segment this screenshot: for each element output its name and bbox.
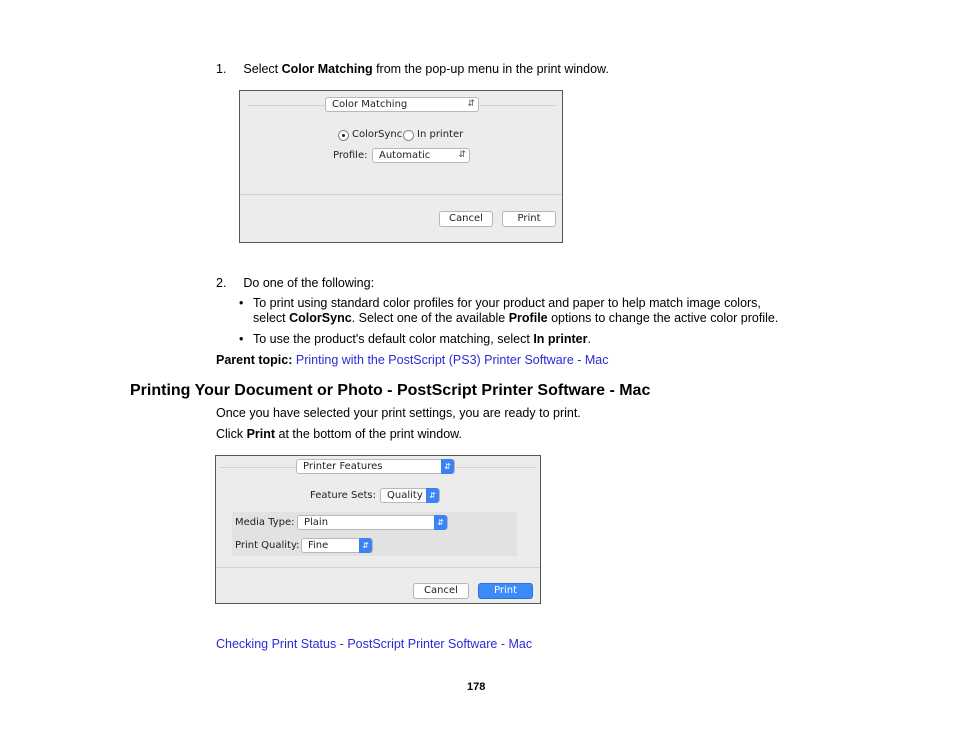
popup-value: Color Matching bbox=[332, 99, 408, 110]
feature-sets-label: Feature Sets: bbox=[310, 490, 376, 501]
bullet-marker: • bbox=[239, 296, 244, 310]
text: select bbox=[253, 311, 290, 325]
popup-value: Quality bbox=[387, 490, 423, 501]
bullet-1-line-2 bbox=[253, 311, 778, 325]
text-bold: ColorSync bbox=[289, 311, 352, 325]
popup-value: Plain bbox=[304, 517, 329, 528]
divider bbox=[248, 105, 326, 106]
colorsync-radio[interactable] bbox=[338, 130, 349, 141]
bullet-2 bbox=[253, 332, 591, 346]
print-quality-popup[interactable] bbox=[301, 538, 373, 553]
text: To use the product's default color matching, select bbox=[253, 332, 534, 346]
text: options to change the active color profile. bbox=[547, 311, 779, 325]
printer-features-dialog bbox=[215, 455, 541, 604]
divider bbox=[216, 567, 540, 568]
popup-value: Automatic bbox=[379, 150, 431, 161]
related-topic bbox=[216, 637, 532, 651]
chevron-updown-icon: ⇵ bbox=[359, 538, 372, 553]
page-number: 178 bbox=[467, 681, 486, 693]
divider bbox=[220, 467, 297, 468]
print-button[interactable]: Print bbox=[478, 583, 533, 599]
section-heading: Printing Your Document or Photo - PostScript Printer Software - Mac bbox=[130, 382, 651, 399]
text-bold: Print bbox=[246, 427, 276, 441]
color-matching-dialog bbox=[239, 90, 563, 243]
chevron-updown-icon: ⇵ bbox=[458, 150, 466, 160]
print-quality-label: Print Quality: bbox=[235, 540, 300, 551]
divider bbox=[480, 105, 556, 106]
link-separator: - bbox=[573, 353, 585, 367]
step-number: 2. bbox=[216, 276, 227, 290]
parent-topic-label: Parent topic: bbox=[216, 353, 293, 367]
checking-print-status-link[interactable]: Checking Print Status bbox=[216, 637, 337, 651]
parent-topic bbox=[216, 353, 609, 367]
link-separator: - bbox=[336, 637, 348, 651]
section-intro: Once you have selected your print settings, you are ready to print. bbox=[216, 406, 581, 420]
panel-menu-popup[interactable] bbox=[296, 459, 455, 474]
click-print-instruction bbox=[216, 427, 462, 441]
parent-topic-link[interactable]: Printing with the PostScript (PS3) Printer Software bbox=[295, 353, 574, 367]
step-text: Do one of the following: bbox=[243, 276, 375, 290]
link-separator: - bbox=[497, 637, 509, 651]
text-bold: Profile bbox=[508, 311, 548, 325]
media-type-popup[interactable] bbox=[297, 515, 448, 530]
text-bold: In printer bbox=[533, 332, 588, 346]
media-type-label: Media Type: bbox=[235, 517, 295, 528]
step-text: Select bbox=[243, 62, 282, 76]
step-number: 1. bbox=[216, 62, 227, 76]
text: . Select one of the available bbox=[351, 311, 509, 325]
divider bbox=[456, 467, 536, 468]
parent-topic-mac-link[interactable]: Mac bbox=[584, 353, 609, 367]
step-1 bbox=[216, 62, 609, 76]
in-printer-label: In printer bbox=[417, 129, 464, 140]
step-text: from the pop-up menu in the print window. bbox=[372, 62, 609, 76]
divider bbox=[240, 194, 562, 195]
panel-menu-popup[interactable] bbox=[325, 97, 479, 112]
step-bold: Color Matching bbox=[281, 62, 373, 76]
chevron-updown-icon: ⇵ bbox=[426, 488, 439, 503]
postscript-software-link[interactable]: PostScript Printer Software bbox=[347, 637, 498, 651]
chevron-updown-icon: ⇵ bbox=[467, 99, 475, 109]
chevron-updown-icon: ⇵ bbox=[441, 459, 454, 474]
step-2 bbox=[216, 276, 374, 290]
popup-value: Fine bbox=[308, 540, 329, 551]
in-printer-radio[interactable] bbox=[403, 130, 414, 141]
bullet-marker: • bbox=[239, 332, 244, 346]
text: at the bottom of the print window. bbox=[275, 427, 462, 441]
popup-value: Printer Features bbox=[303, 461, 383, 472]
print-button[interactable]: Print bbox=[502, 211, 556, 227]
feature-sets-popup[interactable] bbox=[380, 488, 440, 503]
bullet-1-line-1: To print using standard color profiles for your product and paper to help match image colors, bbox=[253, 296, 761, 310]
mac-link[interactable]: Mac bbox=[508, 637, 533, 651]
colorsync-label: ColorSync bbox=[352, 129, 403, 140]
text: . bbox=[587, 332, 591, 346]
cancel-button[interactable]: Cancel bbox=[413, 583, 469, 599]
cancel-button[interactable]: Cancel bbox=[439, 211, 493, 227]
profile-label: Profile: bbox=[333, 150, 368, 161]
text: Click bbox=[216, 427, 247, 441]
profile-popup[interactable] bbox=[372, 148, 470, 163]
chevron-updown-icon: ⇵ bbox=[434, 515, 447, 530]
